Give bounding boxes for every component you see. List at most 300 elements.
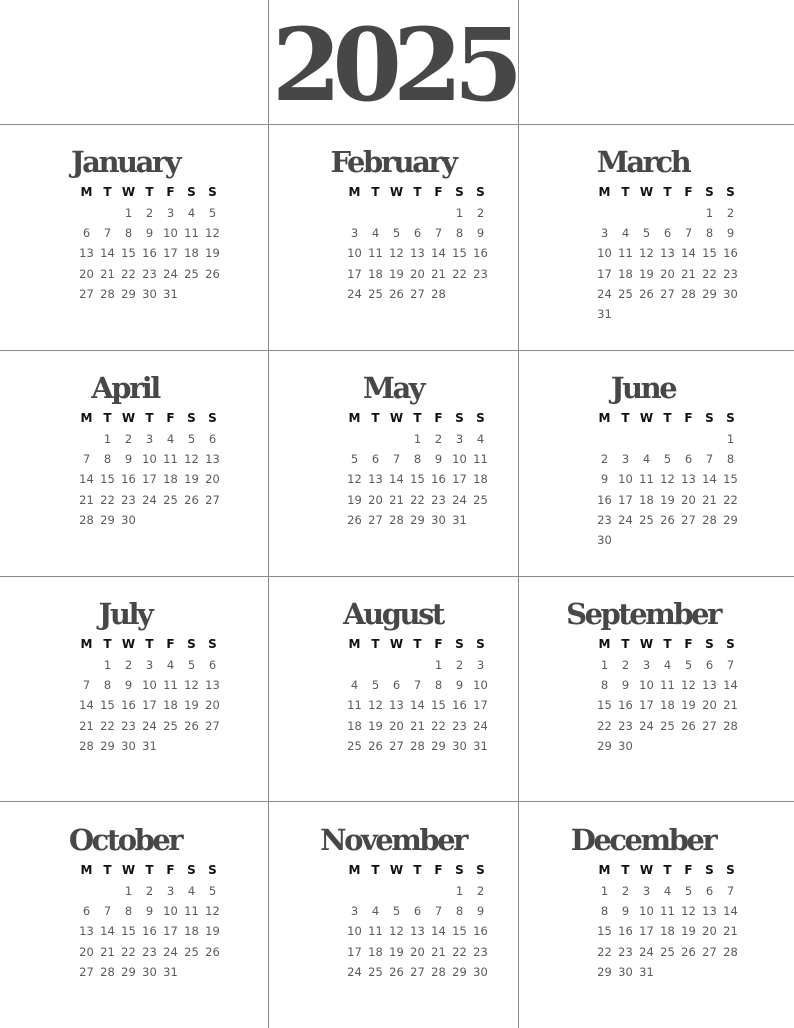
weekday-header	[344, 407, 518, 429]
day-cell: 21	[100, 266, 115, 281]
day-cell: 23	[452, 718, 467, 733]
day-cell: 16	[723, 246, 738, 261]
day-cell: 13	[681, 472, 696, 487]
week-row	[344, 736, 518, 756]
day-cell: 18	[184, 246, 199, 261]
week-row	[594, 675, 768, 695]
day-cell: 3	[350, 226, 359, 241]
weekday-label: S	[208, 411, 217, 425]
day-cell: 7	[726, 884, 735, 899]
day-cell: 27	[389, 738, 404, 753]
day-cell: 9	[124, 678, 133, 693]
day-cell: 9	[600, 472, 609, 487]
day-cell: 31	[163, 964, 178, 979]
week-row	[344, 429, 518, 449]
weekday-label: T	[371, 411, 380, 425]
day-cell: 19	[368, 718, 383, 733]
month-calendar	[594, 407, 768, 550]
day-cell: 20	[79, 266, 94, 281]
weekday-label: S	[187, 411, 196, 425]
day-cell: 21	[79, 718, 94, 733]
day-cell: 23	[618, 944, 633, 959]
day-cell: 9	[476, 226, 485, 241]
day-cell: 14	[681, 246, 696, 261]
month-calendar	[76, 633, 250, 756]
day-cell: 9	[455, 678, 464, 693]
day-cell: 9	[145, 904, 154, 919]
day-cell: 5	[208, 884, 217, 899]
month-title: September	[566, 597, 720, 631]
day-cell: 29	[452, 964, 467, 979]
weekday-label: W	[121, 411, 136, 425]
day-cell: 28	[681, 286, 696, 301]
weekday-label: F	[166, 863, 175, 877]
day-cell: 14	[431, 924, 446, 939]
week-row	[76, 942, 250, 962]
day-cell: 14	[410, 698, 425, 713]
day-cell: 5	[350, 452, 359, 467]
weekday-label: T	[663, 411, 672, 425]
day-cell: 29	[121, 964, 136, 979]
grid-divider	[0, 124, 794, 125]
day-cell: 2	[145, 884, 154, 899]
day-cell: 1	[600, 884, 609, 899]
week-row	[344, 449, 518, 469]
weekday-label: S	[455, 637, 464, 651]
day-cell: 3	[166, 206, 175, 221]
day-cell: 6	[705, 658, 714, 673]
weekday-label: S	[705, 637, 714, 651]
week-row	[344, 655, 518, 675]
day-cell: 23	[473, 944, 488, 959]
day-cell: 14	[100, 924, 115, 939]
weekday-label: S	[208, 863, 217, 877]
day-cell: 24	[347, 964, 362, 979]
day-cell: 2	[145, 206, 154, 221]
day-cell: 7	[726, 658, 735, 673]
day-cell: 7	[434, 226, 443, 241]
day-cell: 24	[639, 718, 654, 733]
month-title: August	[343, 597, 443, 631]
day-cell: 23	[618, 718, 633, 733]
day-cell: 20	[205, 698, 220, 713]
weekday-label: M	[80, 637, 93, 651]
week-row	[344, 921, 518, 941]
week-row	[344, 223, 518, 243]
day-cell: 22	[702, 266, 717, 281]
day-cell: 29	[410, 512, 425, 527]
day-cell: 21	[431, 944, 446, 959]
day-cell: 20	[681, 492, 696, 507]
weekday-label: T	[621, 411, 630, 425]
day-cell: 10	[163, 226, 178, 241]
day-cell: 14	[79, 472, 94, 487]
day-cell: 25	[368, 286, 383, 301]
weekday-label: W	[389, 185, 404, 199]
weekday-label: F	[684, 411, 693, 425]
day-cell: 29	[702, 286, 717, 301]
day-cell: 4	[642, 452, 651, 467]
month-title: November	[320, 823, 466, 857]
day-cell: 13	[410, 924, 425, 939]
day-cell: 10	[163, 904, 178, 919]
day-cell: 1	[705, 206, 714, 221]
weekday-label: T	[371, 863, 380, 877]
weekday-label: T	[621, 863, 630, 877]
day-cell: 30	[121, 738, 136, 753]
day-cell: 22	[121, 266, 136, 281]
day-cell: 11	[639, 472, 654, 487]
day-cell: 25	[163, 718, 178, 733]
day-cell: 1	[455, 884, 464, 899]
day-cell: 11	[368, 924, 383, 939]
day-cell: 13	[660, 246, 675, 261]
day-cell: 14	[389, 472, 404, 487]
day-cell: 28	[100, 286, 115, 301]
day-cell: 12	[681, 678, 696, 693]
day-cell: 9	[145, 226, 154, 241]
day-cell: 3	[145, 658, 154, 673]
day-cell: 11	[184, 904, 199, 919]
day-cell: 23	[431, 492, 446, 507]
month-july	[0, 595, 250, 756]
week-row	[76, 655, 250, 675]
week-row	[344, 901, 518, 921]
week-row	[594, 429, 768, 449]
grid-divider	[0, 350, 794, 351]
weekday-label: F	[684, 185, 693, 199]
month-title: October	[68, 823, 182, 857]
day-cell: 13	[205, 678, 220, 693]
week-row	[344, 675, 518, 695]
day-cell: 26	[389, 964, 404, 979]
week-row	[594, 264, 768, 284]
week-row	[594, 490, 768, 510]
day-cell: 6	[82, 904, 91, 919]
weekday-label: T	[621, 185, 630, 199]
day-cell: 1	[455, 206, 464, 221]
weekday-header	[594, 859, 768, 881]
weekday-label: S	[476, 185, 485, 199]
weekday-label: T	[145, 863, 154, 877]
day-cell: 17	[639, 698, 654, 713]
day-cell: 17	[163, 246, 178, 261]
day-cell: 18	[660, 924, 675, 939]
day-cell: 16	[597, 492, 612, 507]
week-row	[594, 530, 768, 550]
grid-divider	[0, 801, 794, 802]
day-cell: 29	[100, 512, 115, 527]
day-cell: 4	[371, 226, 380, 241]
day-cell: 28	[389, 512, 404, 527]
day-cell: 28	[410, 738, 425, 753]
weekday-label: T	[371, 185, 380, 199]
day-cell: 30	[431, 512, 446, 527]
day-cell: 4	[166, 658, 175, 673]
weekday-label: T	[103, 863, 112, 877]
weekday-label: M	[348, 637, 361, 651]
day-cell: 27	[79, 964, 94, 979]
day-cell: 18	[618, 266, 633, 281]
day-cell: 9	[621, 678, 630, 693]
weekday-label: F	[434, 185, 443, 199]
weekday-label: W	[121, 863, 136, 877]
day-cell: 19	[639, 266, 654, 281]
month-june	[518, 369, 768, 550]
day-cell: 23	[121, 718, 136, 733]
month-calendar	[344, 859, 518, 982]
weekday-label: M	[598, 863, 611, 877]
day-cell: 13	[702, 904, 717, 919]
month-february	[268, 143, 518, 304]
day-cell: 4	[663, 884, 672, 899]
day-cell: 16	[142, 924, 157, 939]
day-cell: 10	[347, 246, 362, 261]
weekday-label: S	[476, 411, 485, 425]
day-cell: 24	[473, 718, 488, 733]
day-cell: 22	[597, 944, 612, 959]
weekday-label: W	[389, 637, 404, 651]
day-cell: 10	[347, 924, 362, 939]
month-november	[268, 821, 518, 982]
day-cell: 19	[389, 944, 404, 959]
day-cell: 2	[621, 658, 630, 673]
day-cell: 25	[184, 266, 199, 281]
week-row	[594, 736, 768, 756]
day-cell: 24	[347, 286, 362, 301]
weekday-header	[594, 181, 768, 203]
weekday-label: M	[348, 411, 361, 425]
day-cell: 24	[163, 266, 178, 281]
day-cell: 30	[452, 738, 467, 753]
day-cell: 22	[452, 266, 467, 281]
day-cell: 2	[621, 884, 630, 899]
weekday-label: M	[348, 863, 361, 877]
weekday-label: S	[726, 185, 735, 199]
day-cell: 3	[621, 452, 630, 467]
day-cell: 24	[452, 492, 467, 507]
day-cell: 19	[681, 698, 696, 713]
weekday-label: S	[726, 411, 735, 425]
day-cell: 28	[431, 964, 446, 979]
day-cell: 8	[124, 904, 133, 919]
day-cell: 21	[389, 492, 404, 507]
weekday-label: T	[413, 637, 422, 651]
day-cell: 8	[124, 226, 133, 241]
day-cell: 20	[389, 718, 404, 733]
day-cell: 1	[103, 432, 112, 447]
weekday-label: S	[476, 637, 485, 651]
day-cell: 24	[142, 492, 157, 507]
day-cell: 2	[476, 206, 485, 221]
day-cell: 27	[410, 964, 425, 979]
day-cell: 29	[723, 512, 738, 527]
weekday-label: S	[726, 637, 735, 651]
day-cell: 17	[639, 924, 654, 939]
weekday-label: M	[80, 185, 93, 199]
weekday-label: F	[166, 411, 175, 425]
day-cell: 5	[208, 206, 217, 221]
week-row	[344, 203, 518, 223]
month-calendar	[76, 181, 250, 304]
week-row	[344, 695, 518, 715]
month-calendar	[76, 407, 250, 530]
day-cell: 23	[597, 512, 612, 527]
day-cell: 16	[618, 924, 633, 939]
day-cell: 6	[82, 226, 91, 241]
day-cell: 10	[452, 452, 467, 467]
month-december	[518, 821, 768, 982]
weekday-label: F	[434, 863, 443, 877]
day-cell: 13	[389, 698, 404, 713]
day-cell: 15	[431, 698, 446, 713]
day-cell: 19	[205, 924, 220, 939]
day-cell: 10	[142, 452, 157, 467]
day-cell: 30	[723, 286, 738, 301]
week-row	[594, 243, 768, 263]
day-cell: 13	[79, 924, 94, 939]
weekday-label: T	[371, 637, 380, 651]
day-cell: 26	[681, 944, 696, 959]
day-cell: 15	[702, 246, 717, 261]
weekday-label: M	[598, 637, 611, 651]
day-cell: 28	[431, 286, 446, 301]
day-cell: 17	[142, 698, 157, 713]
day-cell: 5	[187, 658, 196, 673]
day-cell: 6	[208, 432, 217, 447]
weekday-label: W	[389, 863, 404, 877]
day-cell: 18	[660, 698, 675, 713]
day-cell: 5	[684, 658, 693, 673]
month-title: May	[362, 371, 424, 405]
week-row	[76, 675, 250, 695]
day-cell: 1	[124, 884, 133, 899]
weekday-label: T	[663, 863, 672, 877]
day-cell: 12	[347, 472, 362, 487]
weekday-label: S	[455, 863, 464, 877]
day-cell: 12	[639, 246, 654, 261]
day-cell: 21	[410, 718, 425, 733]
weekday-label: S	[726, 863, 735, 877]
day-cell: 13	[410, 246, 425, 261]
weekday-label: F	[684, 863, 693, 877]
day-cell: 4	[166, 432, 175, 447]
week-row	[594, 942, 768, 962]
day-cell: 20	[410, 944, 425, 959]
day-cell: 1	[600, 658, 609, 673]
week-row	[344, 284, 518, 304]
day-cell: 30	[473, 964, 488, 979]
day-cell: 25	[347, 738, 362, 753]
month-january	[0, 143, 250, 304]
day-cell: 4	[187, 206, 196, 221]
day-cell: 28	[79, 512, 94, 527]
month-calendar	[344, 181, 518, 304]
day-cell: 25	[163, 492, 178, 507]
day-cell: 3	[642, 884, 651, 899]
week-row	[76, 429, 250, 449]
day-cell: 11	[368, 246, 383, 261]
day-cell: 8	[413, 452, 422, 467]
weekday-label: T	[413, 185, 422, 199]
day-cell: 3	[455, 432, 464, 447]
day-cell: 25	[618, 286, 633, 301]
day-cell: 11	[660, 678, 675, 693]
day-cell: 13	[79, 246, 94, 261]
weekday-label: W	[639, 637, 654, 651]
weekday-header	[594, 633, 768, 655]
week-row	[76, 284, 250, 304]
weekday-label: S	[187, 185, 196, 199]
weekday-label: F	[684, 637, 693, 651]
day-cell: 8	[705, 226, 714, 241]
day-cell: 18	[184, 924, 199, 939]
day-cell: 21	[100, 944, 115, 959]
month-title: June	[610, 371, 676, 405]
day-cell: 11	[618, 246, 633, 261]
weekday-label: W	[121, 637, 136, 651]
day-cell: 3	[476, 658, 485, 673]
day-cell: 25	[639, 512, 654, 527]
day-cell: 16	[121, 698, 136, 713]
day-cell: 12	[205, 226, 220, 241]
weekday-label: S	[455, 411, 464, 425]
day-cell: 12	[205, 904, 220, 919]
day-cell: 14	[100, 246, 115, 261]
day-cell: 31	[163, 286, 178, 301]
week-row	[76, 901, 250, 921]
day-cell: 26	[389, 286, 404, 301]
day-cell: 25	[184, 944, 199, 959]
week-row	[344, 490, 518, 510]
day-cell: 18	[639, 492, 654, 507]
day-cell: 27	[368, 512, 383, 527]
day-cell: 9	[726, 226, 735, 241]
day-cell: 17	[452, 472, 467, 487]
day-cell: 4	[350, 678, 359, 693]
day-cell: 17	[597, 266, 612, 281]
day-cell: 4	[371, 904, 380, 919]
day-cell: 2	[455, 658, 464, 673]
day-cell: 21	[79, 492, 94, 507]
year-title: 2025	[271, 6, 515, 124]
week-row	[76, 695, 250, 715]
week-row	[594, 203, 768, 223]
day-cell: 23	[473, 266, 488, 281]
day-cell: 21	[681, 266, 696, 281]
day-cell: 14	[702, 472, 717, 487]
week-row	[344, 942, 518, 962]
day-cell: 20	[702, 698, 717, 713]
day-cell: 3	[166, 884, 175, 899]
day-cell: 1	[413, 432, 422, 447]
day-cell: 26	[205, 266, 220, 281]
weekday-header	[344, 181, 518, 203]
day-cell: 17	[347, 266, 362, 281]
weekday-label: M	[80, 411, 93, 425]
week-row	[76, 962, 250, 982]
day-cell: 18	[368, 944, 383, 959]
day-cell: 25	[368, 964, 383, 979]
month-title: February	[330, 145, 456, 179]
week-row	[76, 736, 250, 756]
month-title: December	[570, 823, 716, 857]
day-cell: 1	[726, 432, 735, 447]
month-calendar	[594, 859, 768, 982]
day-cell: 5	[392, 904, 401, 919]
day-cell: 16	[431, 472, 446, 487]
day-cell: 26	[184, 718, 199, 733]
